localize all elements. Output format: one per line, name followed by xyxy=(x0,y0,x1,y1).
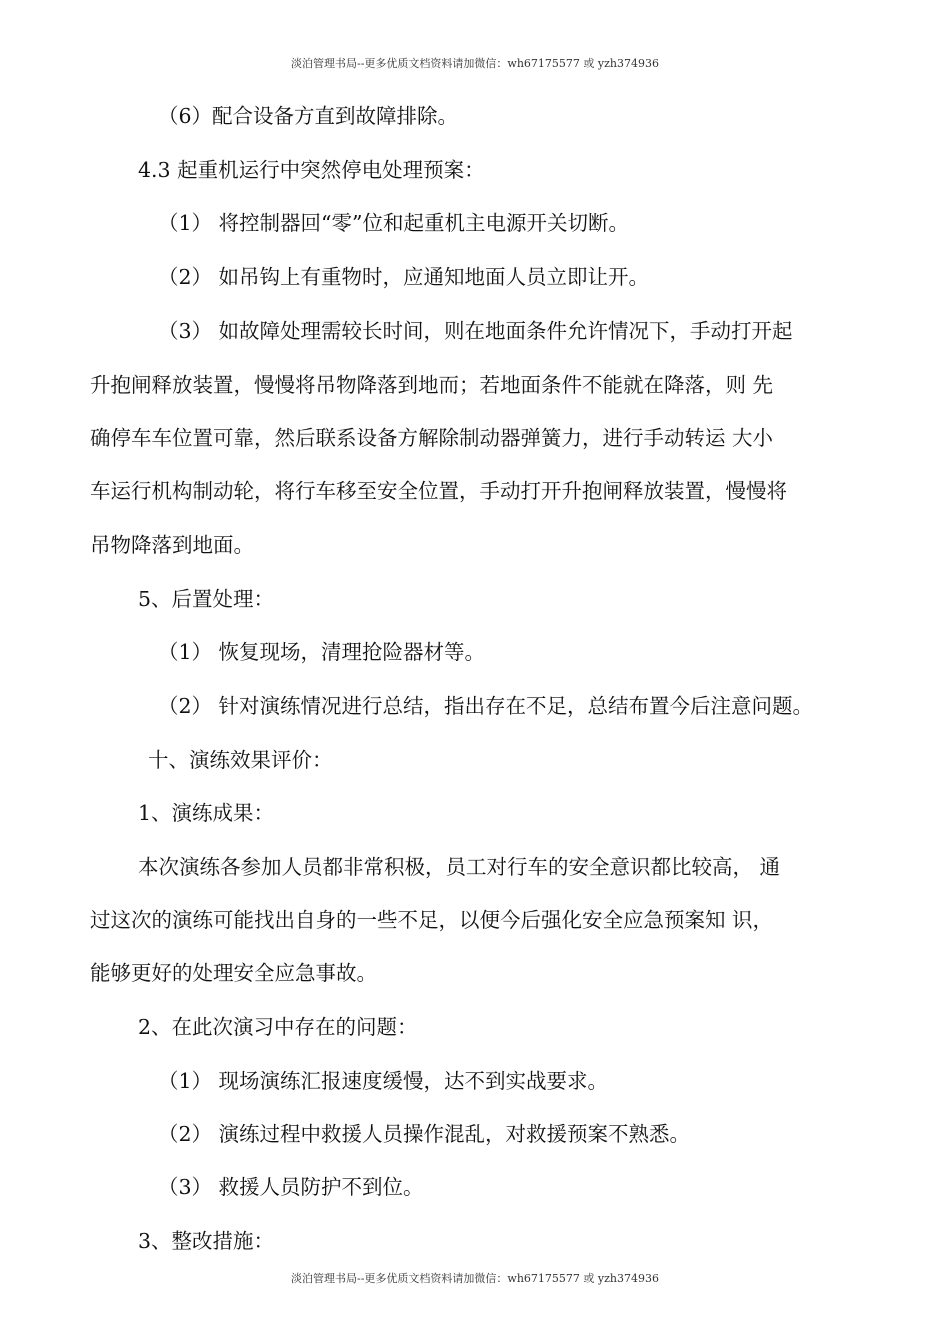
text-line: （2） 演练过程中救援人员操作混乱，对救援预案不熟悉。 xyxy=(158,1122,691,1146)
text-line: 车运行机构制动轮，将行车移至安全位置，手动打开升抱闸释放装置，慢慢将 xyxy=(90,479,787,503)
section-heading: 3、整改措施： xyxy=(138,1229,275,1253)
text-line: （2） 针对演练情况进行总结，指出存在不足，总结布置今后注意问题。 xyxy=(158,694,814,718)
text-line: （3） 救援人员防护不到位。 xyxy=(158,1175,424,1199)
text-line: （1） 将控制器回“零”位和起重机主电源开关切断。 xyxy=(158,211,630,235)
text-line: 吊物降落到地面。 xyxy=(90,533,254,557)
section-heading: 4.3 起重机运行中突然停电处理预案： xyxy=(138,158,485,182)
text-line: （1） 现场演练汇报速度缓慢，达不到实战要求。 xyxy=(158,1069,609,1093)
text-line: （6）配合设备方直到故障排除。 xyxy=(158,104,459,128)
section-heading: 5、后置处理： xyxy=(138,587,275,611)
section-heading: 十、演练效果评价： xyxy=(148,748,333,772)
text-line: 本次演练各参加人员都非常积极，员工对行车的安全意识都比较高， 通 xyxy=(138,855,781,879)
section-heading: 1、演练成果： xyxy=(138,801,275,825)
text-line: （2） 如吊钩上有重物时，应通知地面人员立即让开。 xyxy=(158,265,650,289)
text-line: （3） 如故障处理需较长时间，则在地面条件允许情况下，手动打开起 xyxy=(158,319,793,343)
text-line: 能够更好的处理安全应急事故。 xyxy=(90,961,377,985)
text-line: 升抱闸释放装置，慢慢将吊物降落到地而；若地面条件不能就在降落，则 先 xyxy=(90,373,774,397)
text-line: （1） 恢复现场，清理抢险器材等。 xyxy=(158,640,486,664)
text-line: 确停车车位置可靠，然后联系设备方解除制动器弹簧力，进行手动转运 大小 xyxy=(90,426,774,450)
page-header: 淡泊管理书局--更多优质文档资料请加微信：wh67175577 或 yzh374936 xyxy=(291,57,659,70)
page-footer: 淡泊管理书局--更多优质文档资料请加微信：wh67175577 或 yzh374936 xyxy=(291,1272,659,1285)
section-heading: 2、在此次演习中存在的问题： xyxy=(138,1015,418,1039)
text-line: 过这次的演练可能找出自身的一些不足，以便今后强化安全应急预案知 识， xyxy=(90,908,774,932)
